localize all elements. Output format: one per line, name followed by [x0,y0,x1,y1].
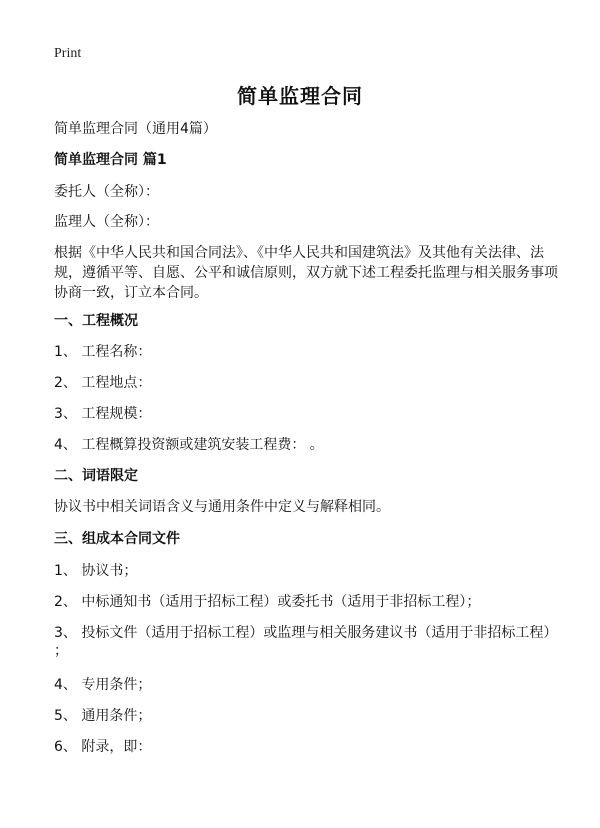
intro-line: 根据《中华人民共和国合同法》、《中华人民共和国建筑法》及其他有关法律、法 [54,245,544,261]
document-title: 简单监理合同 [237,84,363,108]
client-line: 委托人（全称）： [54,184,159,200]
intro-line: 协商一致，订立本合同。 [54,285,208,301]
heading-definitions: 二、词语限定 [54,468,138,484]
section-title: 简单监理合同 篇1 [54,152,167,168]
list-item: 6、 附录，即： [54,739,152,755]
definition-text: 协议书中相关词语含义与通用条件中定义与解释相同。 [54,499,390,515]
list-item: 2、 中标通知书（适用于招标工程）或委托书（适用于非招标工程）； [54,594,481,610]
list-item: 3、 工程规模： [54,406,152,422]
document-subtitle: 简单监理合同（通用4篇） [54,121,217,137]
list-item: 5、 通用条件； [54,708,152,724]
list-item-continuation: ； [54,643,68,659]
list-item: 4、 工程概算投资额或建筑安装工程费： 。 [54,437,324,453]
print-link[interactable]: Print [54,46,82,61]
heading-contract-documents: 三、组成本合同文件 [54,531,180,547]
list-item: 3、 投标文件（适用于招标工程）或监理与相关服务建议书（适用于非招标工程） [54,625,558,641]
list-item: 1、 工程名称： [54,344,152,360]
supervisor-line: 监理人（全称）： [54,214,159,230]
list-item: 4、 专用条件； [54,677,152,693]
heading-project-overview: 一、工程概况 [54,313,138,329]
intro-line: 规，遵循平等、自愿、公平和诚信原则，双方就下述工程委托监理与相关服务事项 [54,265,558,281]
list-item: 2、 工程地点： [54,375,152,391]
list-item: 1、 协议书； [54,563,138,579]
intro-paragraph [54,243,558,303]
